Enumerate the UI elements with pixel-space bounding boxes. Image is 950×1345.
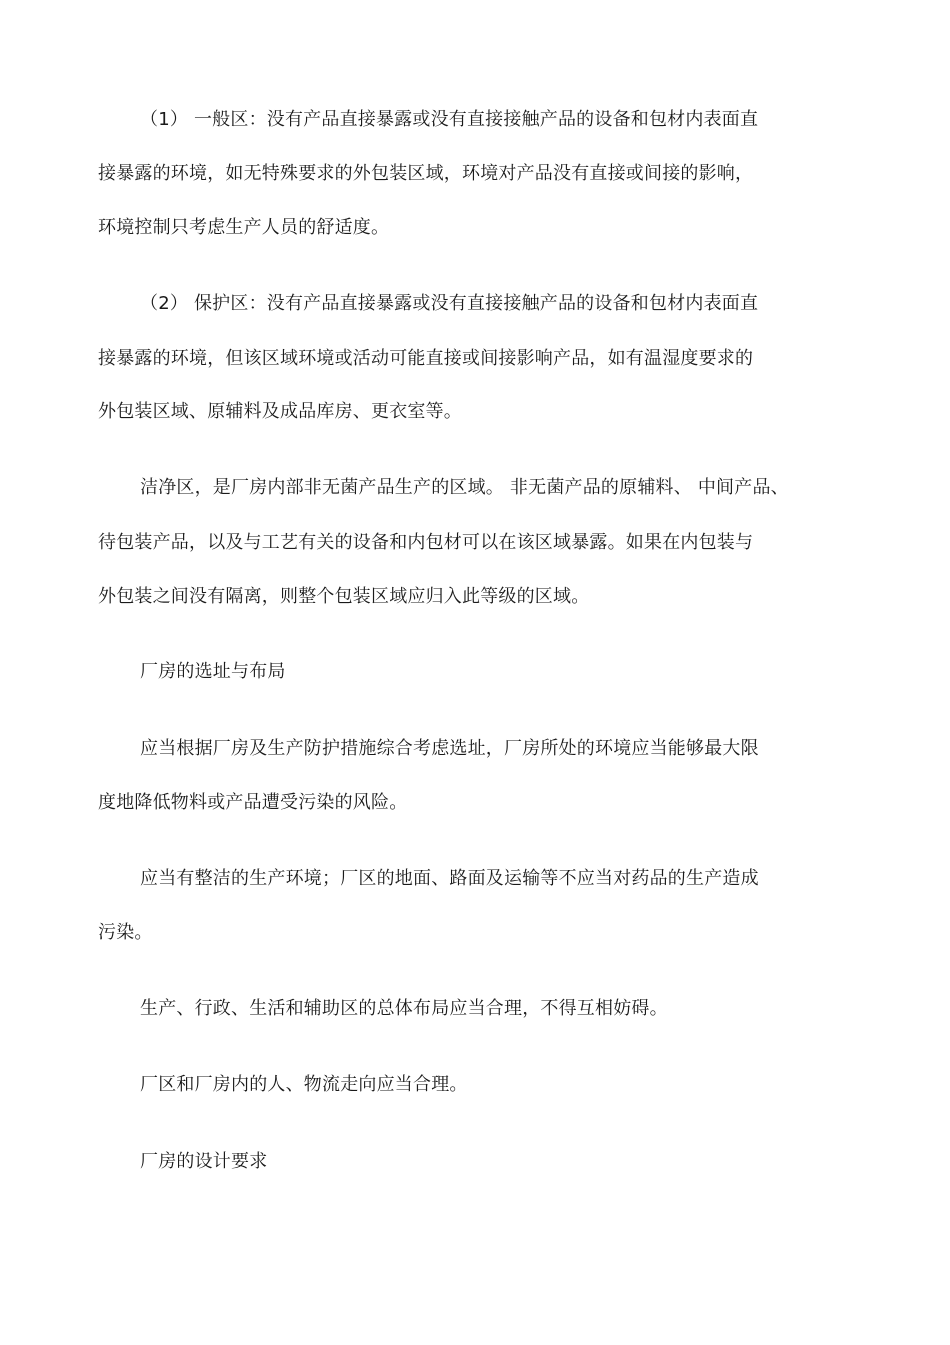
text-line: 应当根据厂房及生产防护措施综合考虑选址，厂房所处的环境应当能够最大限 (140, 738, 759, 759)
text-line: 接暴露的环境，但该区域环境或活动可能直接或间接影响产品，如有温湿度要求的 (98, 348, 754, 369)
text-line: 污染。 (98, 922, 153, 943)
section-heading: 厂房的选址与布局 (140, 661, 286, 682)
text-line: 外包装之间没有隔离，则整个包装区域应归入此等级的区域。 (98, 586, 590, 607)
text-line: 待包装产品，以及与工艺有关的设备和内包材可以在该区域暴露。如果在内包装与 (98, 532, 754, 553)
text-line: 生产、行政、生活和辅助区的总体布局应当合理，不得互相妨碍。 (140, 998, 668, 1019)
text-line: （2） 保护区：没有产品直接暴露或没有直接接触产品的设备和包材内表面直 (140, 293, 759, 314)
text-line: 洁净区，是厂房内部非无菌产品生产的区域。 非无菌产品的原辅料、 中间产品、 (140, 477, 789, 498)
text-line: 外包装区域、原辅料及成品库房、更衣室等。 (98, 401, 462, 422)
text-line: （1） 一般区：没有产品直接暴露或没有直接接触产品的设备和包材内表面直 (140, 109, 759, 130)
text-line: 应当有整洁的生产环境；厂区的地面、路面及运输等不应当对药品的生产造成 (140, 868, 759, 889)
text-line: 度地降低物料或产品遭受污染的风险。 (98, 792, 408, 813)
text-line: 厂区和厂房内的人、物流走向应当合理。 (140, 1074, 468, 1095)
text-line: 环境控制只考虑生产人员的舒适度。 (98, 217, 390, 238)
section-heading: 厂房的设计要求 (140, 1151, 268, 1172)
text-line: 接暴露的环境，如无特殊要求的外包装区域，环境对产品没有直接或间接的影响， (98, 163, 754, 184)
